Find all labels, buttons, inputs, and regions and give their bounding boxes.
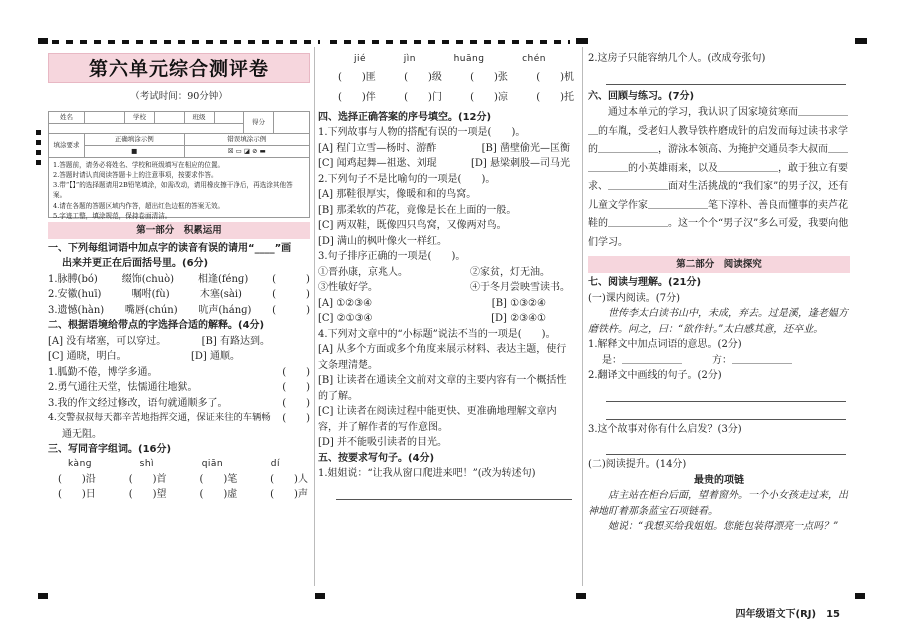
- q2-item-text: 3.我的作文经过修改，语句就通顺多了。: [48, 397, 228, 409]
- q4-3-question: 3.句子排序正确的一项是( )。: [318, 251, 466, 263]
- q2-option-a: [A] 没有堵塞，可以穿过。: [48, 335, 167, 347]
- q4-option[interactable]: [A] 那鞋很厚实，像暖和和的鸟窝。: [318, 189, 477, 201]
- q3-blank[interactable]: ( )沿: [58, 473, 96, 485]
- correct-label: 正确填涂示例: [85, 133, 185, 145]
- q4-option[interactable]: [D] 并不能吸引读者的目光。: [318, 437, 447, 449]
- q2-option-b: [B] 有路达到。: [201, 335, 270, 347]
- q3-pinyin: shì: [139, 458, 155, 469]
- story-title: 最贵的项链: [694, 474, 744, 486]
- school-field[interactable]: [155, 111, 185, 123]
- q3-pinyin: kànɡ: [68, 458, 92, 469]
- story-paragraph: 她说：“我想买给我姐姐。您能包装得漂亮一点吗？”: [608, 521, 839, 532]
- q2-item-answer[interactable]: ( ): [282, 413, 310, 425]
- q3-row: [48, 472, 310, 488]
- q4-2-question: 2.下列句子不是比喻句的一项是( )。: [318, 173, 496, 185]
- part2-header: 第二部分 阅读探究: [588, 256, 850, 273]
- q3-pinyin-row: [48, 458, 310, 472]
- wrong-samples: ☒ ▭ ◪ ⊘ ▬: [184, 145, 310, 157]
- q5-1-question: 1.姐姐说：“让我从窗口爬进来吧！”(改为转述句): [318, 468, 536, 480]
- answer-line[interactable]: [606, 402, 846, 420]
- q4-option[interactable]: [A] 从多个方面或多个角度来展示材料、表达主题，使行文条理清楚。: [318, 344, 567, 371]
- q2-item-cont: 通无阻。: [62, 428, 102, 440]
- student-info-table: [48, 111, 310, 158]
- page-footer: 四年级语文下(RJ) 15: [735, 609, 840, 620]
- q2-item-answer[interactable]: ( ): [282, 366, 310, 378]
- column-middle: [318, 47, 576, 586]
- q2-item: [48, 396, 310, 412]
- q4-1-options: [318, 156, 576, 172]
- q4-option[interactable]: [D] ②③④①: [491, 313, 546, 325]
- q2-option-c: [C] 通晓，明白。: [48, 351, 127, 363]
- page-title: 第六单元综合测评卷: [48, 53, 310, 83]
- q2-item-answer[interactable]: ( ): [282, 397, 310, 409]
- q1-answer[interactable]: ( ): [272, 273, 310, 285]
- wrong-label: 错误填涂示例: [184, 133, 310, 145]
- q3-pinyin: jìn: [403, 54, 416, 64]
- q3-blank[interactable]: ( )虚: [199, 489, 238, 501]
- q1-word: 嘱咐(fù): [131, 289, 170, 301]
- q3-pinyin: jié: [354, 54, 367, 64]
- q3-blank[interactable]: ( )首: [128, 473, 167, 485]
- school-label: 学校: [125, 111, 155, 123]
- q3-blank[interactable]: ( )日: [58, 489, 96, 501]
- q3-pinyin-row-2: [318, 53, 576, 67]
- q4-3-sentences: [318, 265, 576, 281]
- answer-line[interactable]: [606, 384, 846, 402]
- answer-line[interactable]: [336, 482, 572, 500]
- q7-sub2: (二)阅读提升。(14分): [588, 459, 687, 470]
- q6-heading: 六、回顾与练习。(7分): [588, 90, 695, 102]
- story-paragraph: 店主站在柜台后面，望着窗外。一个小女孩走过来，出神地盯着那条蓝宝石项链看。: [588, 490, 848, 517]
- q4-4-question: 4.下列对文章中的“小标题”说法不当的一项是( )。: [318, 328, 556, 340]
- q1-word: 相逢(fénɡ): [197, 273, 249, 285]
- blank-row: [49, 123, 244, 133]
- q3-blank[interactable]: ( )级: [404, 71, 442, 83]
- column-divider-2: [582, 47, 583, 586]
- q3-blank[interactable]: ( )托: [536, 92, 574, 104]
- q2-item-text: 2.勇气通往天堂，怯懦通往地狱。: [48, 382, 198, 394]
- q4-1-options: [318, 141, 576, 157]
- q3-pinyin: chén: [522, 54, 546, 64]
- q7-1-question: 1.解释文中加点词语的意思。(2分): [588, 339, 742, 350]
- q2-item: [48, 365, 310, 381]
- q3-pinyin: huānɡ: [453, 54, 485, 64]
- q2-item-answer[interactable]: ( ): [282, 382, 310, 394]
- q2-option-d: [D] 通顺。: [191, 351, 240, 363]
- q2-heading: 二、根据语境给带点的字选择合适的解释。(4分): [48, 320, 265, 332]
- q4-option[interactable]: [B] ①③②④: [491, 297, 546, 309]
- q2-item: [48, 411, 310, 427]
- fill-label: 填涂要求: [49, 133, 85, 157]
- q3-row: [318, 90, 576, 106]
- q4-option[interactable]: [A] 程门立雪—杨时、游酢: [318, 142, 437, 154]
- q4-option[interactable]: [C] 让读者在阅读过程中能更快、更准确地理解文章内容，并了解作者的写作意图。: [318, 406, 557, 433]
- q4-sentence: ③性敏好学。: [318, 282, 378, 294]
- name-field[interactable]: [85, 111, 125, 123]
- column-divider-1: [314, 47, 315, 586]
- q4-option[interactable]: [B] 那柔软的芦花，竟像是长在上面的一般。: [318, 204, 517, 216]
- corner-mark-tl: [38, 38, 48, 44]
- q1-word: 2.安徽(huī): [48, 289, 102, 301]
- corner-mark-bm: [315, 593, 325, 599]
- q3-blank[interactable]: ( )笔: [199, 473, 238, 485]
- q2-options: [48, 349, 310, 365]
- answer-line[interactable]: [606, 437, 846, 455]
- q7-passage: 世传李太白读书山中，未成，弃去。过是溪，逢老媪方磨铁杵。问之，曰：“欲作针。”太白感其意，还卒业。: [588, 308, 848, 335]
- q7-heading: 七、阅读与理解。(21分): [588, 277, 702, 288]
- corner-mark-br: [855, 593, 865, 599]
- exam-time: （考试时间：90分钟）: [130, 91, 228, 102]
- q4-sentence: ④于冬月尝映雪读书。: [470, 282, 570, 294]
- q4-sentence: ①晋孙康，京兆人。: [318, 266, 408, 278]
- q4-option[interactable]: [A] ①②③④: [318, 297, 373, 309]
- q1-word: 吭声(hánɡ): [198, 304, 252, 316]
- top-dash-mid: [330, 40, 570, 44]
- class-field[interactable]: [214, 111, 244, 123]
- column-left: [48, 47, 310, 586]
- q3-pinyin: dí: [270, 458, 280, 469]
- q3-heading: 三、写同音字组词。(16分): [48, 444, 172, 456]
- q3-blank[interactable]: ( )伴: [338, 92, 376, 104]
- q4-option[interactable]: [C] 两双鞋，既像四只鸟窝，又像两对鸟。: [318, 220, 507, 232]
- q2-options: [48, 334, 310, 350]
- q4-3-options: [318, 296, 576, 312]
- part1-header: 第一部分 积累运用: [48, 222, 310, 239]
- class-label: 班级: [184, 111, 214, 123]
- notice-item: 4.请在各题的答题区域内作答，超出红色边框的答案无效。: [53, 201, 225, 210]
- q7-3-question: 3.这个故事对你有什么启发？(3分): [588, 423, 742, 435]
- q1-answer[interactable]: ( ): [272, 304, 310, 316]
- notice-item: 5.字迹工整，填涂规范，保持卷面清洁。: [53, 211, 172, 220]
- q1-word: 缀饰(chuò): [121, 273, 175, 285]
- notice-box: [48, 158, 310, 218]
- column-right: [588, 47, 850, 586]
- corner-mark-bl: [38, 593, 48, 599]
- side-dash: [36, 130, 41, 170]
- score-field[interactable]: [274, 111, 310, 133]
- q5-2-question: 2.这房子只能容纳几个人。(改成夸张句): [588, 53, 766, 64]
- q4-option[interactable]: [B] 让读者在通读全文前对文章的主要内容有一个概括性的了解。: [318, 375, 567, 402]
- q6-text: 通过本单元的学习，我认识了因家境贫寒而＿＿＿＿＿＿的车胤，受老妇人教导铁杵磨成针的启发而每过读书求学的＿＿＿＿＿＿，游泳本领高、为掩护交通员李大叔而＿＿＿＿＿＿的小英雄雨来，以及＿＿＿＿＿＿，敢于独立有要求、＿＿＿＿＿＿面对生活挑战的“我们家”的男子汉，还有儿童文学作家＿＿＿＿＿＿笔下淳朴、善良而懂事的卖芦花鞋的＿＿＿＿＿＿。这一个个“男子汉”多么可爱，我要向他们学习。: [588, 107, 849, 248]
- q3-blank[interactable]: ( )望: [128, 489, 167, 501]
- answer-line[interactable]: [606, 67, 846, 85]
- top-dash-left: [38, 40, 320, 44]
- q7-1-answers[interactable]: 是：＿＿＿＿＿＿ 方：＿＿＿＿＿＿: [602, 354, 792, 366]
- q2-item-text: 1.胍勤不倦，博学多通。: [48, 366, 158, 378]
- q3-row: [318, 70, 576, 86]
- notice-item: 1.答题前，请务必将姓名、学校和班级填写在相应的位置。: [53, 160, 225, 169]
- q7-sub1: (一)课内阅读。(7分): [588, 292, 680, 304]
- q1-row: [48, 303, 310, 319]
- q4-option[interactable]: [D] 满山的枫叶像火一样红。: [318, 235, 447, 247]
- q4-sentence: ②家贫，灯无油。: [470, 266, 550, 278]
- q1-row: [48, 272, 310, 288]
- q3-blank[interactable]: ( )凉: [470, 92, 508, 104]
- q3-blank[interactable]: ( )机: [536, 71, 574, 83]
- q4-1-question: 1.下列故事与人物的搭配有误的一项是( )。: [318, 127, 526, 139]
- q3-pinyin: qiān: [201, 458, 224, 469]
- notice-item: 3.带“【】”的选择题请用2B铅笔填涂，如需改动，请用橡皮擦干净后，再选涂其他答案。: [53, 181, 293, 200]
- q4-option[interactable]: [C] ②①③④: [318, 313, 373, 325]
- corner-mark-tr: [855, 38, 867, 44]
- q3-blank[interactable]: ( )张: [470, 71, 508, 83]
- q2-item: [48, 380, 310, 396]
- corner-mark-bmr: [576, 593, 586, 599]
- q1-heading: 一、下列每组词语中加点字的读音有误的请用“____”画: [48, 242, 292, 254]
- corner-mark-mt: [576, 38, 588, 44]
- q4-heading: 四、选择正确答案的序号填空。(12分): [318, 111, 492, 123]
- q5-heading: 五、按要求写句子。(4分): [318, 452, 435, 464]
- q4-3-options: [318, 311, 576, 327]
- q7-2-question: 2.翻译文中画线的句子。(2分): [588, 370, 722, 381]
- score-label: 得分: [244, 111, 274, 133]
- q1-answer[interactable]: ( ): [272, 289, 310, 301]
- correct-sample: ■: [85, 145, 185, 157]
- q3-blank[interactable]: ( )门: [404, 92, 442, 104]
- q4-3-sentences: [318, 280, 576, 296]
- name-label: 姓名: [49, 111, 85, 123]
- q1-word: 嘴唇(chún): [124, 304, 178, 316]
- q1-heading-cont: 出来并更正在后面括号里。(6分): [62, 258, 209, 270]
- notice-item: 2.答题时请认真阅读答题卡上的注意事项，按要求作答。: [53, 170, 218, 179]
- q1-word: 木塞(sài): [199, 289, 242, 301]
- q3-blank[interactable]: ( )匪: [338, 71, 376, 83]
- q4-option[interactable]: [C] 闻鸡起舞—祖逖、刘琨: [318, 158, 437, 170]
- q2-item-text: 4.交警叔叔每天都辛苦地指挥交通，保证来往的车辆畅: [48, 412, 271, 424]
- q3-blank[interactable]: ( )声: [270, 489, 308, 501]
- q4-option[interactable]: [B] 凿壁偷光—匡衡: [481, 142, 570, 154]
- q1-word: 1.脉膊(bó): [48, 273, 98, 285]
- q4-option[interactable]: [D] 悬梁刺股—司马光: [471, 158, 570, 170]
- q3-row: [48, 487, 310, 503]
- q1-row: [48, 287, 310, 303]
- q1-word: 3.遗憾(hàn): [48, 304, 105, 316]
- q3-blank[interactable]: ( )人: [270, 473, 308, 485]
